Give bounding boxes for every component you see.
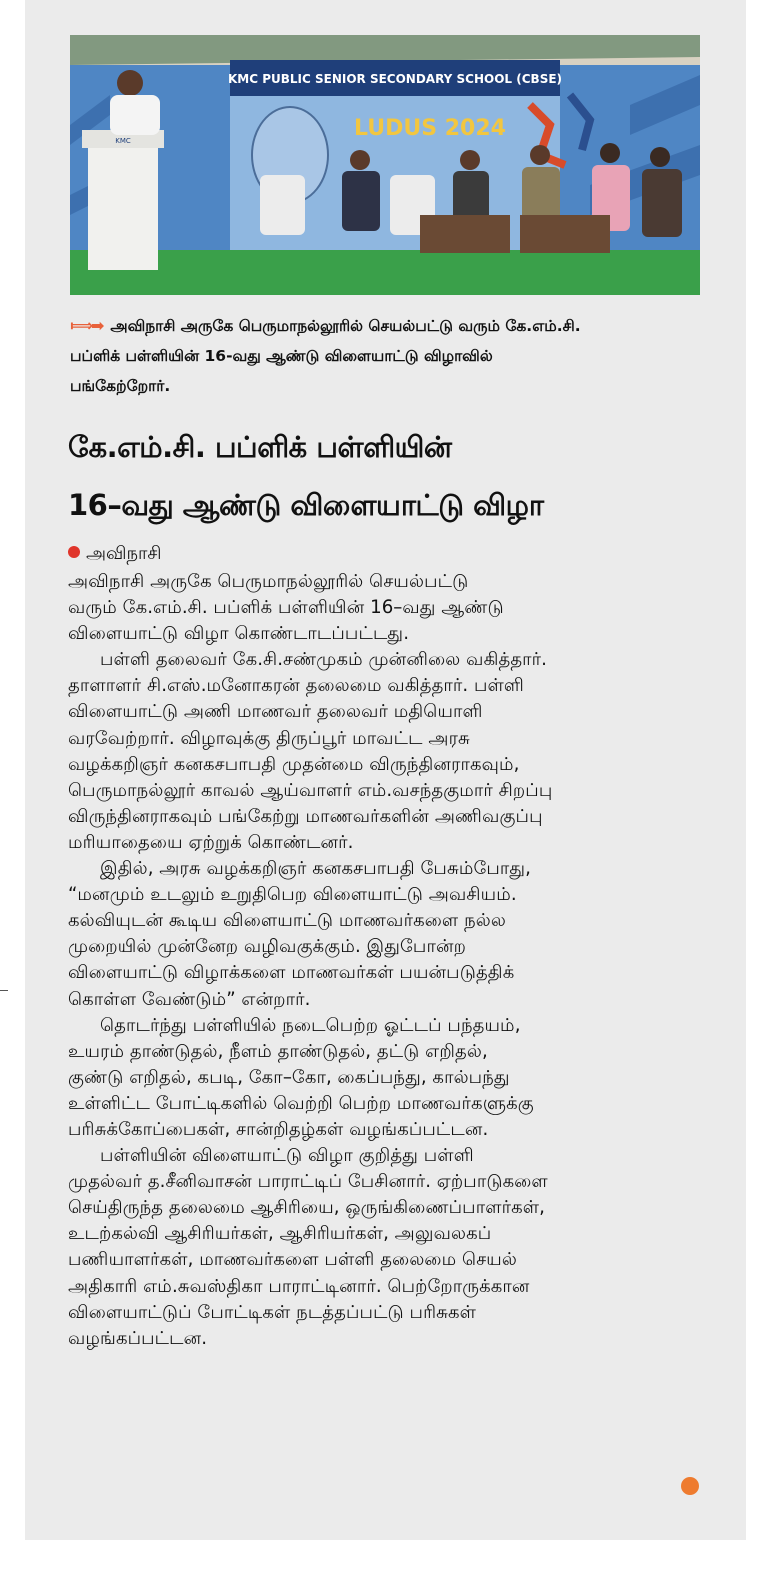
caption-line-3: பங்கேற்றோர். [70,377,171,395]
body-line: உடற்கல்வி ஆசிரியர்கள், ஆசிரியர்கள், அலுவலகப் [68,1223,492,1245]
event-photo [70,35,700,295]
photo-caption [70,311,710,401]
headline [68,418,728,534]
body-line: உயரம் தாண்டுதல், நீளம் தாண்டுதல், தட்டு எறிதல், [68,1040,488,1062]
body-line: வரவேற்றார். விழாவுக்கு திருப்பூர் மாவட்ட அரசு [68,727,470,749]
body-line: வரும் கே.எம்.சி. பப்ளிக் பள்ளியின் 16–வது ஆண்டு [68,597,504,619]
margin-mark [0,990,8,991]
body-line: பள்ளியின் விளையாட்டு விழா குறித்து பள்ளி [100,1145,474,1167]
bullet-dot-icon [68,546,80,558]
headline-line-2: 16–வது ஆண்டு விளையாட்டு விழா [68,488,544,522]
banner-event-title: LUDUS 2024 [354,116,506,141]
body-line: இதில், அரசு வழக்கறிஞர் கனகசபாபதி பேசும்போது, [100,858,531,880]
headline-line-1: கே.எம்.சி. பப்ளிக் பள்ளியின் [68,430,452,464]
body-line: வழங்கப்பட்டன. [68,1327,208,1349]
caption-line-1: அவிநாசி அருகே பெருமாநல்லூரில் செயல்பட்டு வரும் கே.எம்.சி. [110,317,581,335]
body-line: முதல்வர் த.சீனிவாசன் பாராட்டிப் பேசினார். ஏற்பாடுகளை [68,1171,548,1193]
body-line: முறையில் முன்னேற வழிவகுக்கும். இதுபோன்ற [68,936,466,958]
body-line: தாளாளர் சி.எஸ்.மனோகரன் தலைமை வகித்தார். பள்ளி [68,675,525,697]
body-line: குண்டு எறிதல், கபடி, கோ–கோ, கைப்பந்து, கால்பந்து [68,1066,510,1088]
body-line: விளையாட்டு விழாக்களை மாணவர்கள் பயன்படுத்திக் [68,962,515,984]
body-line: மரியாதையை ஏற்றுக் கொண்டனர். [68,831,354,853]
body-line: விளையாட்டு அணி மாணவர் தலைவர் மதியொளி [68,701,483,723]
body-line: அதிகாரி எம்.சுவஸ்திகா பாராட்டினார். பெற்றோருக்கான [68,1275,530,1297]
article-end-dot-icon [681,1477,699,1495]
arrow-icon: ⟾➡ [70,316,103,335]
body-line: கல்வியுடன் கூடிய விளையாட்டு மாணவர்களை நல்ல [68,910,506,932]
body-line: பணியாளர்கள், மாணவர்களை பள்ளி தலைமை செயல் [68,1249,517,1271]
body-line: பெருமாநல்லூர் காவல் ஆய்வாளர் எம்.வசந்தகுமார் சிறப்பு [68,779,553,801]
body-line: கொள்ள வேண்டும்” என்றார். [68,988,311,1010]
caption-line-2: பப்ளிக் பள்ளியின் 16-வது ஆண்டு விளையாட்டு விழாவில் [70,347,493,365]
body-line: விருந்தினராகவும் பங்கேற்று மாணவர்களின் அணிவகுப்பு [68,805,543,827]
stage-illustration [70,35,700,295]
body-line: தொடர்ந்து பள்ளியில் நடைபெற்ற ஓட்டப் பந்தயம், [100,1014,521,1036]
body-line: உள்ளிட்ட போட்டிகளில் வெற்றி பெற்ற மாணவர்களுக்கு [68,1092,534,1114]
banner-school-name: KMC PUBLIC SENIOR SECONDARY SCHOOL (CBSE) [227,72,563,86]
body-line: அவிநாசி அருகே பெருமாநல்லூரில் செயல்பட்டு [68,571,469,592]
podium-label: KMC [115,137,131,145]
body-line: பள்ளி தலைவர் கே.சி.சண்முகம் முன்னிலை வகித்தார். [100,649,547,671]
dateline-place: அவிநாசி [86,543,162,564]
body-line: செய்திருந்த தலைமை ஆசிரியை, ஒருங்கிணைப்பாளர்கள், [68,1197,545,1219]
dateline [68,541,162,567]
body-line: பரிசுக்கோப்பைகள், சான்றிதழ்கள் வழங்கப்பட்டன. [68,1118,489,1140]
body-line: விளையாட்டுப் போட்டிகள் நடத்தப்பட்டு பரிசுகள் [68,1301,477,1323]
body-line: விளையாட்டு விழா கொண்டாடப்பட்டது. [68,623,409,645]
article-body [68,569,708,1352]
body-line: “மனமும் உடலும் உறுதிபெற விளையாட்டு அவசியம். [68,884,517,906]
body-line: வழக்கறிஞர் கனகசபாபதி முதன்மை விருந்தினராகவும், [68,753,520,775]
